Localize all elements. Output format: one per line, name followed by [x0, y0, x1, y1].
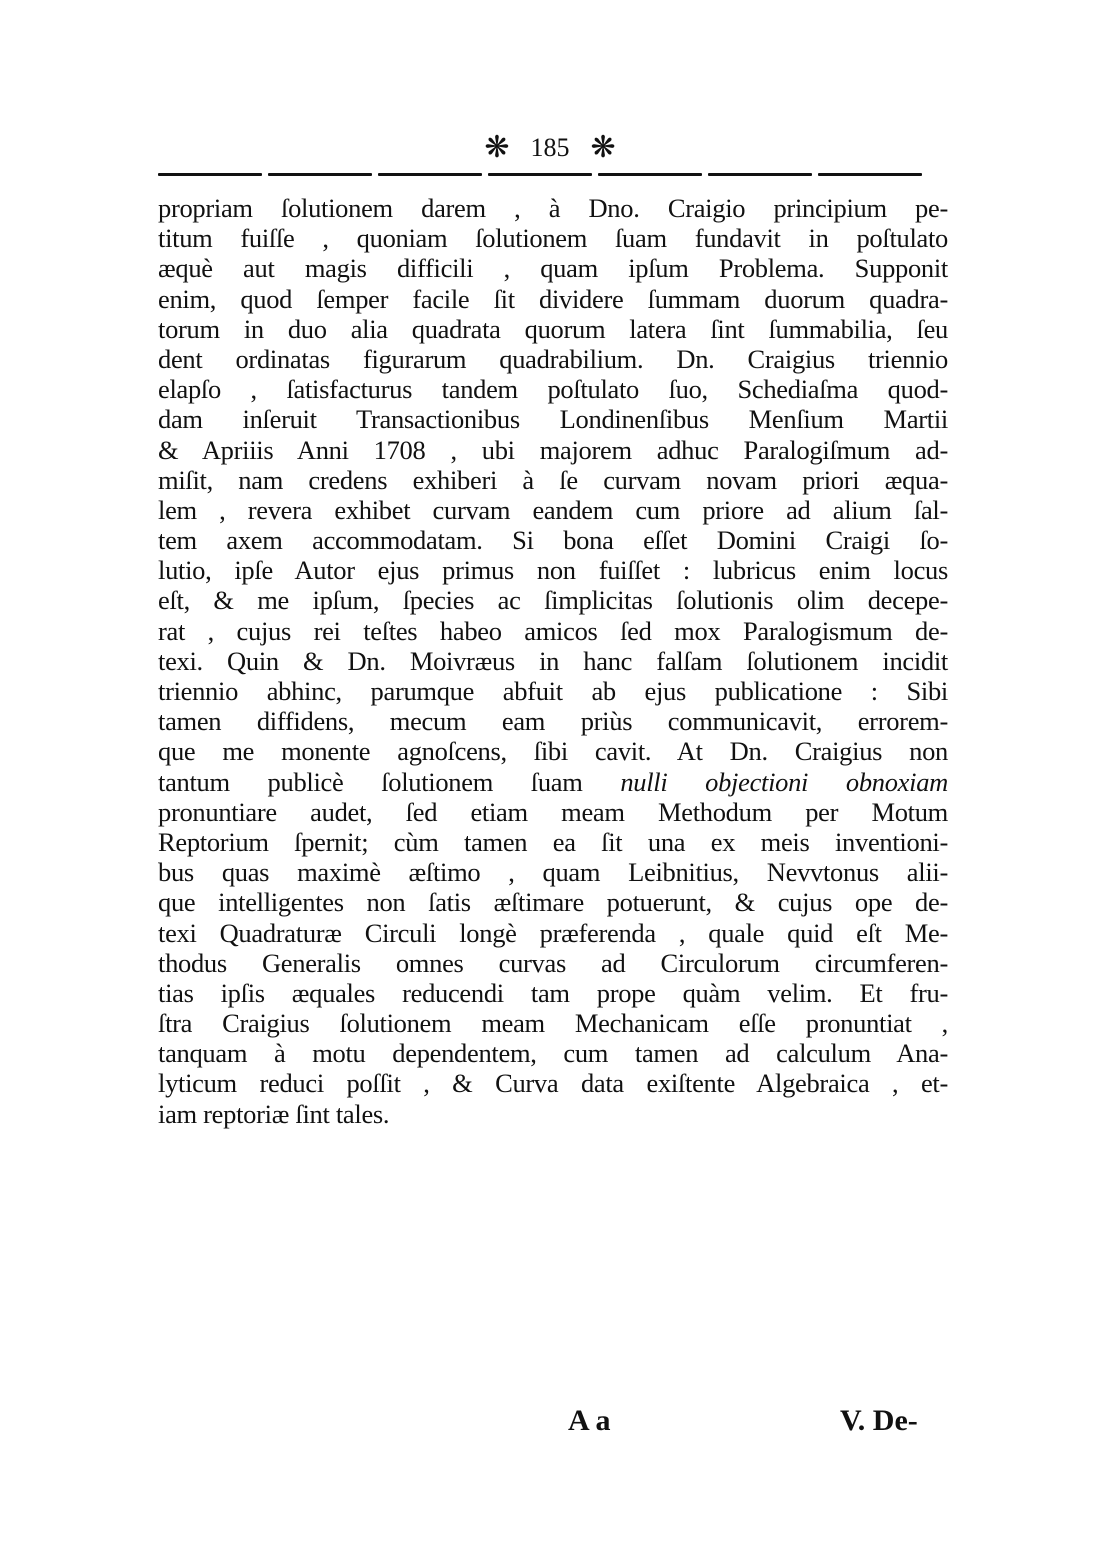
text-line — [158, 495, 948, 525]
text-line — [158, 978, 948, 1008]
line-text: enim, quod ſemper facile ſit dividere ſummam duorum quadra- — [158, 283, 948, 314]
text-line — [158, 857, 948, 887]
text-line — [158, 284, 948, 314]
line-text: titum fuiſſe , quoniam ſolutionem ſuam fundavit in poſtulato — [158, 223, 948, 254]
ornament-left-icon: ❋ — [484, 130, 510, 164]
line-text: dam inſeruit Transactionibus Londinenſibus Menſium Martii — [158, 404, 948, 435]
line-text: tem axem accommodatam. Si bona eſſet Domini Craigi ſo- — [158, 525, 948, 556]
rule-segment — [818, 173, 922, 176]
line-text: texi Quadraturæ Circuli longè præferenda , quale quid eſt Me- — [158, 917, 948, 948]
line-text: miſit, nam credens exhiberi à ſe curvam novam priori æqua- — [158, 464, 948, 495]
line-text: triennio abhinc, parumque abfuit ab ejus publicatione : Sibi — [158, 676, 948, 706]
text-line — [158, 646, 948, 676]
line-text: que intelligentes non ſatis æſtimare potuerunt, & cujus ope de- — [158, 887, 948, 918]
text-line — [158, 374, 948, 404]
body-text — [158, 193, 948, 1129]
line-text: dent ordinatas figurarum quadrabilium. Dn. Craigius triennio — [158, 343, 948, 374]
line-text: rat , cujus rei teſtes habeo amicos ſed mox Paralogismum de- — [158, 615, 948, 646]
page-footer — [0, 1404, 1100, 1444]
line-text: propriam ſolutionem darem , à Dno. Craigio principium pe- — [158, 193, 948, 223]
header-rule — [158, 173, 922, 177]
text-line — [158, 465, 948, 495]
text-line — [158, 616, 948, 646]
rule-segment — [378, 173, 482, 176]
text-line — [158, 1008, 948, 1038]
text-line — [158, 314, 948, 344]
line-text: iam reptoriæ ſint tales. — [158, 1098, 390, 1129]
signature-mark: A a — [568, 1404, 611, 1437]
text-line — [158, 555, 948, 585]
text-line — [158, 435, 948, 465]
text-line — [158, 827, 948, 857]
line-text: texi. Quin & Dn. Moivræus in hanc falſam ſolutionem incidit — [158, 645, 948, 676]
line-text: æquè aut magis difficili , quam ipſum Problema. Supponit — [158, 253, 948, 284]
rule-segment — [708, 173, 812, 176]
line-text: torum in duo alia quadrata quorum latera ſint ſummabilia, ſeu — [158, 313, 948, 344]
line-text: pronuntiare audet, ſed etiam meam Methodum per Motum — [158, 796, 948, 827]
text-line — [158, 706, 948, 736]
line-text: tantum publicè ſolutionem ſuam — [158, 766, 621, 797]
page-number: 185 — [530, 132, 570, 162]
text-line — [158, 1038, 948, 1068]
ornament-right-icon: ❋ — [590, 130, 616, 164]
line-text: ſtra Craigius ſolutionem meam Mechanicam eſſe pronuntiat , — [158, 1008, 948, 1039]
line-text: elapſo , ſatisfacturus tandem poſtulato ſuo, Schediaſma quod- — [158, 374, 948, 405]
text-line — [158, 253, 948, 283]
text-line — [158, 1099, 948, 1129]
line-text: thodus Generalis omnes curvas ad Circulorum circumferen- — [158, 947, 948, 978]
line-text: Reptorium ſpernit; cùm tamen ea ſit una ex meis inventioni- — [158, 826, 948, 857]
line-text: lutio, ipſe Autor ejus primus non fuiſſet : lubricus enim locus — [158, 555, 948, 586]
line-text: tamen diffidens, mecum eam priùs communicavit, errorem- — [158, 706, 948, 737]
line-text: & Apriiis Anni 1708 , ubi majorem adhuc Paralogiſmum ad- — [158, 434, 948, 465]
text-line — [158, 887, 948, 917]
line-text: que me monente agnoſcens, ſibi cavit. At Dn. Craigius non — [158, 736, 948, 767]
text-line — [158, 767, 948, 797]
text-line — [158, 676, 948, 706]
line-text: eſt, & me ipſum, ſpecies ac ſimplicitas ſolutionis olim decepe- — [158, 585, 948, 616]
text-line — [158, 948, 948, 978]
catchword: V. De- — [840, 1404, 918, 1437]
text-line — [158, 1068, 948, 1098]
italic-phrase: nulli objectioni obnoxiam — [620, 766, 948, 797]
line-text: tias ipſis æquales reducendi tam prope quàm velim. Et fru- — [158, 977, 948, 1008]
text-line — [158, 797, 948, 827]
text-line — [158, 918, 948, 948]
text-line — [158, 344, 948, 374]
rule-segment — [158, 173, 262, 176]
line-text: tanquam à motu dependentem, cum tamen ad calculum Ana- — [158, 1038, 948, 1069]
text-line — [158, 404, 948, 434]
text-line — [158, 525, 948, 555]
rule-segment — [268, 173, 372, 176]
text-line — [158, 585, 948, 615]
text-line — [158, 193, 948, 223]
line-text: lem , revera exhibet curvam eandem cum priore ad alium ſal- — [158, 494, 948, 525]
line-text: bus quas maximè æſtimo , quam Leibnitius, Nevvtonus alii- — [158, 857, 948, 888]
rule-segment — [488, 173, 592, 176]
rule-segment — [598, 173, 702, 176]
text-line — [158, 736, 948, 766]
text-line — [158, 223, 948, 253]
line-text: lyticum reduci poſſit , & Curva data exiſtente Algebraica , et- — [158, 1068, 948, 1099]
running-header — [0, 128, 1100, 166]
